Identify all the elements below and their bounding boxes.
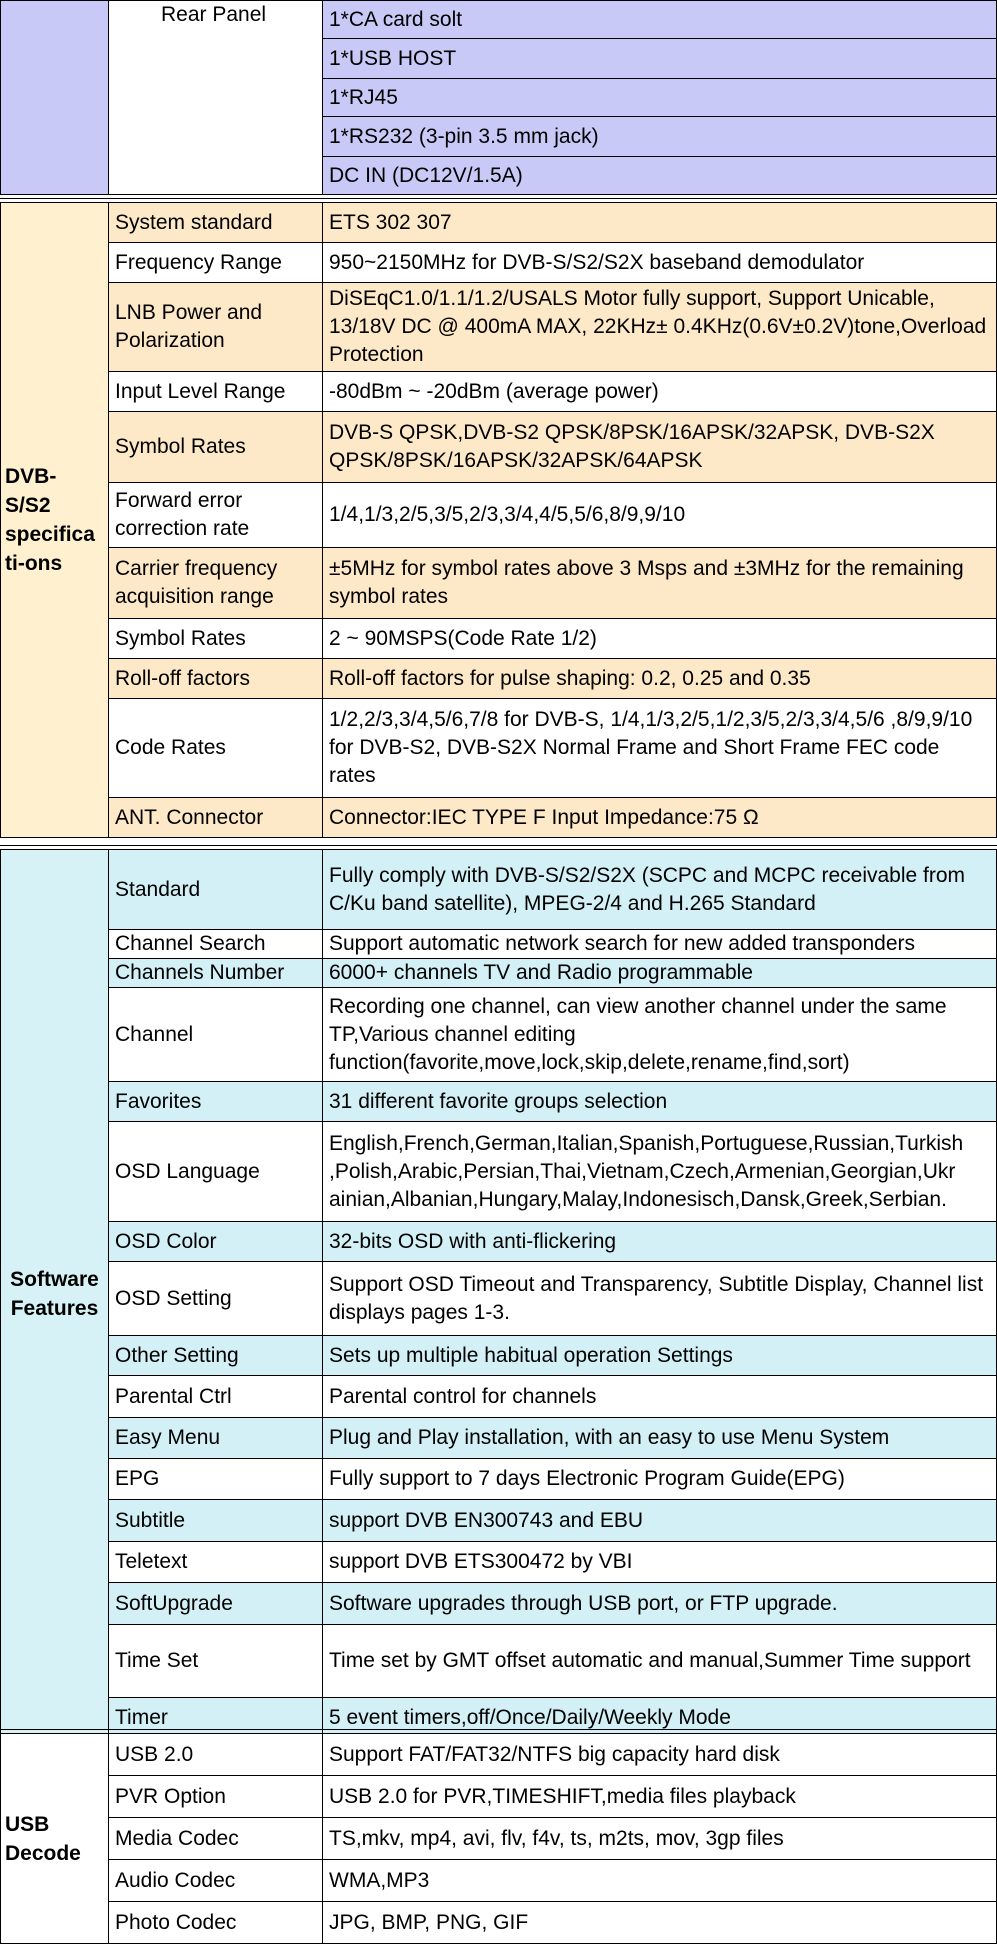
spec-key: Easy Menu — [109, 1418, 323, 1459]
spec-value: Sets up multiple habitual operation Settings — [323, 1336, 997, 1376]
spec-key: PVR Option — [109, 1776, 323, 1818]
spec-value: JPG, BMP, PNG, GIF — [323, 1902, 997, 1944]
section-divider — [0, 1729, 997, 1730]
spec-value: 2 ~ 90MSPS(Code Rate 1/2) — [323, 619, 997, 659]
spec-value: Support OSD Timeout and Transparency, Subtitle Display, Channel list displays pages 1-3. — [323, 1262, 997, 1336]
usb-category-line: Decode — [5, 1841, 81, 1865]
spec-key: Photo Codec — [109, 1902, 323, 1944]
dvb-category-label — [1, 203, 109, 838]
spec-value: 32-bits OSD with anti-flickering — [323, 1222, 997, 1262]
spec-value: TS,mkv, mp4, avi, flv, f4v, ts, m2ts, mov, 3gp files — [323, 1818, 997, 1860]
software-category-line: Features — [10, 1296, 99, 1320]
spec-key: Channel Search — [109, 930, 323, 959]
spec-key: Roll-off factors — [109, 659, 323, 699]
spec-value: Software upgrades through USB port, or FTP upgrade. — [323, 1583, 997, 1625]
spec-key: Input Level Range — [109, 372, 323, 412]
spec-key: ANT. Connector — [109, 798, 323, 838]
spec-value: DiSEqC1.0/1.1/1.2/USALS Motor fully support, Support Unicable, 13/18V DC @ 400mA MAX, 22KHz± 0.4KHz(0.6V±0.2V)tone,Overload Protection — [323, 283, 997, 372]
spec-value: Time set by GMT offset automatic and manual,Summer Time support — [323, 1625, 997, 1698]
spec-value: 31 different favorite groups selection — [323, 1082, 997, 1122]
spec-value: WMA,MP3 — [323, 1860, 997, 1902]
spec-value: Connector:IEC TYPE F Input Impedance:75 Ω — [323, 798, 997, 838]
spec-value: Roll-off factors for pulse shaping: 0.2, 0.25 and 0.35 — [323, 659, 997, 699]
spec-key: LNB Power and Polarization — [109, 283, 323, 372]
spec-key: Teletext — [109, 1542, 323, 1583]
spec-key: OSD Color — [109, 1222, 323, 1262]
spec-value: support DVB ETS300472 by VBI — [323, 1542, 997, 1583]
spec-value: Parental control for channels — [323, 1376, 997, 1418]
spec-value: USB 2.0 for PVR,TIMESHIFT,media files playback — [323, 1776, 997, 1818]
spec-key: Standard — [109, 850, 323, 930]
rear-panel-item: 1*RS232 (3-pin 3.5 mm jack) — [323, 117, 997, 157]
software-features-table — [0, 849, 997, 1738]
spec-value: DVB-S QPSK,DVB-S2 QPSK/8PSK/16APSK/32APSK, DVB-S2X QPSK/8PSK/16APSK/32APSK/64APSK — [323, 412, 997, 483]
spec-key: Audio Codec — [109, 1860, 323, 1902]
dvb-category-line: DVB- — [5, 465, 57, 488]
rear-panel-category-cell — [1, 1, 109, 195]
spec-key: Code Rates — [109, 699, 323, 798]
spec-key: Symbol Rates — [109, 619, 323, 659]
spec-key: SoftUpgrade — [109, 1583, 323, 1625]
rear-panel-item: 1*RJ45 — [323, 79, 997, 117]
spec-value: Fully comply with DVB-S/S2/S2X (SCPC and MCPC receivable from C/Ku band satellite), MPEG-2/4 and H.265 Standard — [323, 850, 997, 930]
rear-panel-item: 1*USB HOST — [323, 39, 997, 79]
spec-value: Plug and Play installation, with an easy to use Menu System — [323, 1418, 997, 1459]
spec-value: Fully support to 7 days Electronic Program Guide(EPG) — [323, 1459, 997, 1500]
spec-value: English,French,German,Italian,Spanish,Portuguese,Russian,Turkish ,Polish,Arabic,Persian,Thai,Vietnam,Czech,Armenian,Georgian,Ukr ainian,Albanian,Hungary,Malay,Indonesisch,Dansk,Greek,Serbian. — [323, 1122, 997, 1222]
spec-value: Recording one channel, can view another channel under the same TP,Various channel editing function(favorite,move,lock,skip,delete,rename,find,sort) — [323, 988, 997, 1082]
spec-value: Support automatic network search for new added transponders — [323, 930, 997, 959]
dvb-category-line: specifica — [5, 523, 95, 546]
spec-key: USB 2.0 — [109, 1734, 323, 1776]
spec-value: 6000+ channels TV and Radio programmable — [323, 959, 997, 988]
spec-key: Other Setting — [109, 1336, 323, 1376]
spec-value: ±5MHz for symbol rates above 3 Msps and ±3MHz for the remaining symbol rates — [323, 548, 997, 619]
software-category-line: Software — [10, 1267, 99, 1291]
spec-key: Channels Number — [109, 959, 323, 988]
usb-decode-table — [0, 1733, 997, 1944]
rear-panel-item: 1*CA card solt — [323, 1, 997, 39]
spec-value: Support FAT/FAT32/NTFS big capacity hard disk — [323, 1734, 997, 1776]
spec-value: -80dBm ~ -20dBm (average power) — [323, 372, 997, 412]
spec-key: EPG — [109, 1459, 323, 1500]
spec-key: OSD Language — [109, 1122, 323, 1222]
section-divider — [0, 845, 997, 846]
spec-value: 1/4,1/3,2/5,3/5,2/3,3/4,4/5,5/6,8/9,9/10 — [323, 483, 997, 548]
spec-value: 5 event timers,off/Once/Daily/Weekly Mode — [323, 1698, 997, 1738]
section-divider — [0, 198, 997, 199]
spec-key: Favorites — [109, 1082, 323, 1122]
usb-category-line: USB — [5, 1812, 50, 1836]
spec-key: Carrier frequency acquisition range — [109, 548, 323, 619]
rear-panel-table — [0, 0, 997, 195]
spec-key: Timer — [109, 1698, 323, 1738]
spec-key: Subtitle — [109, 1500, 323, 1542]
spec-key: Forward error correction rate — [109, 483, 323, 548]
usb-category-label — [1, 1734, 109, 1944]
rear-panel-item: DC IN (DC12V/1.5A) — [323, 157, 997, 195]
spec-value: ETS 302 307 — [323, 203, 997, 243]
software-category-label — [1, 850, 109, 1738]
spec-key: Frequency Range — [109, 243, 323, 283]
spec-value: 1/2,2/3,3/4,5/6,7/8 for DVB-S, 1/4,1/3,2/5,1/2,3/5,2/3,3/4,5/6 ,8/9,9/10 for DVB-S2, DVB-S2X Normal Frame and Short Frame FEC code rates — [323, 699, 997, 798]
spec-key: Channel — [109, 988, 323, 1082]
spec-key: Media Codec — [109, 1818, 323, 1860]
spec-key: Time Set — [109, 1625, 323, 1698]
spec-value: support DVB EN300743 and EBU — [323, 1500, 997, 1542]
dvb-category-line: S/S2 — [5, 494, 51, 517]
spec-key: OSD Setting — [109, 1262, 323, 1336]
spec-value: 950~2150MHz for DVB-S/S2/S2X baseband demodulator — [323, 243, 997, 283]
dvb-spec-table — [0, 202, 997, 838]
spec-key: Parental Ctrl — [109, 1376, 323, 1418]
dvb-category-line: ti-ons — [5, 552, 63, 575]
spec-key: Symbol Rates — [109, 412, 323, 483]
spec-key: System standard — [109, 203, 323, 243]
rear-panel-label: Rear Panel — [109, 1, 323, 195]
